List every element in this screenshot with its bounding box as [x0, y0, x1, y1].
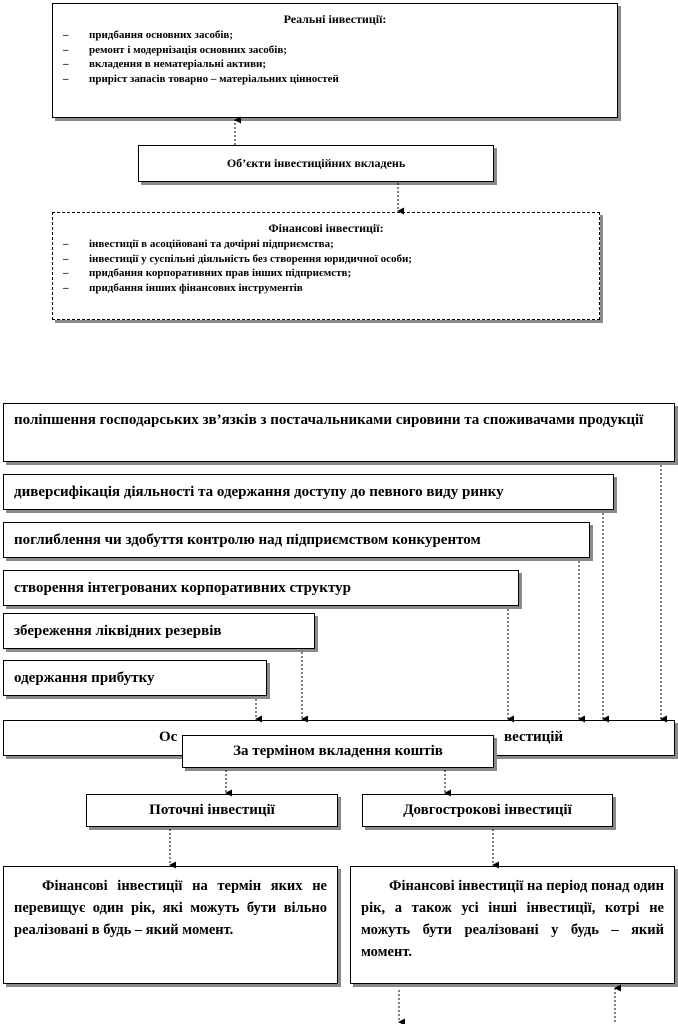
- list-item: – вкладення в нематеріальні активи;: [63, 58, 267, 70]
- longterm-investments-description: Фінансові інвестиції на період понад один рік, а також усі інші інвестиції, котрі не можуть бути реалізовані у будь – який момент.: [350, 866, 675, 984]
- main-goals-label-left: Ос: [159, 729, 178, 745]
- list-item: – придбання основних засобів;: [63, 29, 234, 41]
- list-item: – придбання корпоративних прав інших підприємств;: [63, 267, 352, 279]
- investment-objects-label: Об’єкти інвестиційних вкладень: [226, 156, 406, 170]
- list-item: – ремонт і модернізація основних засобів;: [63, 43, 287, 56]
- investment-term-label: За терміном вкладення коштів: [233, 743, 443, 759]
- goal-text-4: створення інтегрованих корпоративних структур: [14, 580, 351, 596]
- longterm-investments-title: Довгострокові інвестиції: [403, 802, 572, 818]
- current-investments-description: Фінансові інвестиції на термін яких не перевищує один рік, які можуть бути вільно реалізовані в будь – який момент.: [3, 866, 338, 984]
- goal-text-6: одержання прибутку: [14, 670, 155, 686]
- list-item: – інвестиції в асоційовані та дочірні підприємства;: [63, 238, 334, 250]
- list-item: – придбання інших фінансових інструментів: [63, 281, 303, 294]
- goal-text-2: диверсифікація діяльності та одержання доступу до певного виду ринку: [14, 484, 504, 500]
- real-investments-title: Реальні інвестиції:: [283, 12, 387, 26]
- list-item: – інвестиції у суспільні діяльність без створення юридичної особи;: [63, 252, 412, 265]
- financial-investments-title: Фінансові інвестиції:: [268, 221, 384, 235]
- goal-text-5: збереження ліквідних резервів: [14, 623, 222, 639]
- main-goals-label-right: вестицій: [504, 729, 564, 745]
- goal-text-3: поглиблення чи здобуття контролю над підприємством конкурентом: [14, 532, 481, 548]
- current-investments-title: Поточні інвестиції: [149, 802, 275, 818]
- list-item: – приріст запасів товарно – матеріальних цінностей: [63, 72, 339, 85]
- goal-text-1: поліпшення господарських зв’язків з постачальниками сировини та споживачами продукції: [14, 412, 644, 428]
